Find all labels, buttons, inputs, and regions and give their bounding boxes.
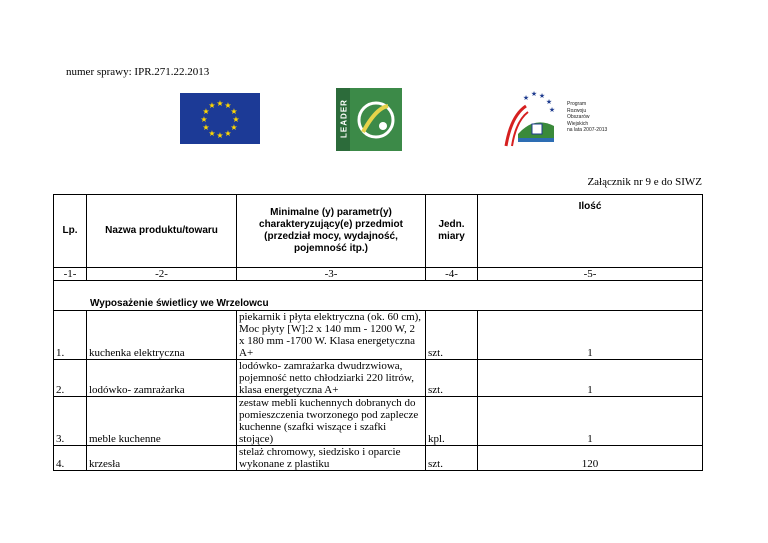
eu-flag-icon <box>180 93 260 144</box>
cell-params: lodówko- zamrażarka dwudrzwiowa, pojemność netto chłodziarki 220 litrów, klasa energetyczna A+ <box>237 360 426 397</box>
svg-text:★: ★ <box>232 115 240 124</box>
cell-qty: 1 <box>478 311 703 360</box>
col-number: -2- <box>87 268 237 281</box>
cell-qty: 1 <box>478 397 703 446</box>
prow-line: Rozwoju <box>567 107 587 114</box>
svg-text:★: ★ <box>224 101 232 110</box>
svg-text:★: ★ <box>202 107 210 116</box>
cell-lp: 1. <box>54 311 87 360</box>
cell-lp: 4. <box>54 446 87 471</box>
product-table <box>53 194 703 471</box>
svg-text:★: ★ <box>202 123 210 132</box>
cell-qty: 1 <box>478 360 703 397</box>
header-qty: Ilość <box>478 195 703 268</box>
svg-text:★: ★ <box>200 115 208 124</box>
svg-text:★: ★ <box>545 98 553 106</box>
header-row <box>54 195 703 268</box>
cell-name: kuchenka elektryczna <box>87 311 237 360</box>
svg-text:★: ★ <box>530 90 538 98</box>
svg-text:★: ★ <box>216 99 224 108</box>
cell-unit: szt. <box>426 360 478 397</box>
svg-text:★: ★ <box>216 131 224 140</box>
svg-text:★: ★ <box>538 92 546 100</box>
cell-name: krzesła <box>87 446 237 471</box>
cell-params: stelaż chromowy, siedzisko i oparcie wykonane z plastiku <box>237 446 426 471</box>
annex-label: Załącznik nr 9 e do SIWZ <box>587 176 702 188</box>
header-name: Nazwa produktu/towaru <box>87 195 237 268</box>
cell-lp: 2. <box>54 360 87 397</box>
prow-line: na lata 2007-2013 <box>567 127 608 133</box>
cell-lp: 3. <box>54 397 87 446</box>
col-number: -5- <box>478 268 703 281</box>
header-params: Minimalne (y) parametr(y) charakteryzujący(e) przedmiot (przedział mocy, wydajność, pojemność itp.) <box>237 195 426 268</box>
svg-text:★: ★ <box>224 129 232 138</box>
table-row <box>54 397 703 446</box>
header-unit: Jedn. miary <box>426 195 478 268</box>
cell-unit: szt. <box>426 446 478 471</box>
cell-qty: 120 <box>478 446 703 471</box>
col-number: -4- <box>426 268 478 281</box>
svg-text:★: ★ <box>208 129 216 138</box>
cell-unit: szt. <box>426 311 478 360</box>
table-row <box>54 360 703 397</box>
svg-text:★: ★ <box>522 94 530 102</box>
leader-text: LEADER <box>339 99 349 138</box>
col-number: -3- <box>237 268 426 281</box>
cell-unit: kpl. <box>426 397 478 446</box>
cell-params: piekarnik i płyta elektryczna (ok. 60 cm), Moc płyty [W]:2 x 140 mm - 1200 W, 2 x 180 mm -1700 W. Klasa energetyczna A+ <box>237 311 426 360</box>
column-number-row <box>54 268 703 281</box>
header-lp: Lp. <box>54 195 87 268</box>
svg-text:★: ★ <box>208 101 216 110</box>
leader-logo <box>336 88 402 151</box>
table-row <box>54 446 703 471</box>
prow-line: Program <box>567 101 587 107</box>
table-row <box>54 311 703 360</box>
cell-name: meble kuchenne <box>87 397 237 446</box>
svg-text:★: ★ <box>548 106 556 114</box>
case-number: numer sprawy: IPR.271.22.2013 <box>66 66 210 78</box>
section-title: Wyposażenie świetlicy we Wrzelowcu <box>54 281 703 311</box>
prow-text <box>567 101 607 134</box>
col-number: -1- <box>54 268 87 281</box>
svg-text:★: ★ <box>230 107 238 116</box>
cell-params: zestaw mebli kuchennych dobranych do pomieszczenia tworzonego pod zaplecze kuchenne (szafki wiszące i szafki stojące) <box>237 397 426 446</box>
cell-name: lodówko- zamrażarka <box>87 360 237 397</box>
prow-line: Wiejskich <box>567 120 589 127</box>
svg-text:★: ★ <box>230 123 238 132</box>
prow-line: Obszarów <box>567 114 590 120</box>
section-row <box>54 281 703 311</box>
